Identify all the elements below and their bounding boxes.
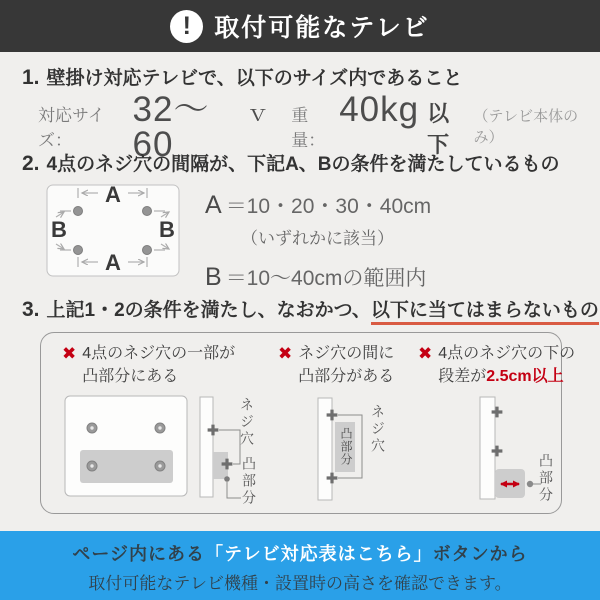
- section2-heading: [22, 149, 560, 176]
- section3-text: [47, 295, 599, 322]
- section1-heading: [22, 63, 462, 90]
- tv-compat-button-ref: 「テレビ対応表はこちら」: [205, 544, 433, 564]
- footer-line1-button-word: ボタン: [432, 544, 490, 564]
- section2-number: 2.: [22, 152, 40, 175]
- cross-icon: ✖: [278, 344, 293, 363]
- section3-text-underlined: 以下に当てはまらないもの: [371, 300, 599, 325]
- screw-hole-label: ネジ穴: [239, 397, 255, 448]
- ng3-line1: 4点のネジ穴の下の: [438, 345, 576, 362]
- footer-line1-suffix: から: [489, 544, 528, 564]
- footer-banner: [0, 531, 600, 600]
- screw-hole-label: ネジ穴: [370, 404, 386, 455]
- ng1-line2: 凸部分にある: [82, 368, 179, 385]
- size-value: 32〜60: [132, 90, 210, 164]
- dimension-a-label: A: [105, 250, 121, 275]
- footer-line2: 取付可能なテレビ機種・設置時の高さを確認できます。: [88, 574, 512, 593]
- condition-a-note: （いずれかに該当）: [241, 229, 394, 248]
- exclamation-glyph: !: [182, 11, 191, 40]
- bump-label: 凸部分: [339, 427, 353, 466]
- bump-label: 凸部分: [241, 456, 257, 507]
- header-bar: [0, 0, 600, 52]
- ng-example-2-text: [298, 342, 394, 388]
- ng2-line2: 凸部分がある: [298, 368, 395, 385]
- ng-example-1-caption: [62, 342, 235, 388]
- ng1-side-view: [200, 397, 241, 498]
- condition-b-row: [205, 262, 431, 292]
- footer-line1-prefix: ページ内にある: [72, 544, 205, 564]
- dimension-b-label: B: [159, 217, 175, 242]
- dimension-a-label: A: [105, 184, 121, 207]
- weight-suffix: 以下: [427, 101, 450, 157]
- ng3-side-view: [480, 397, 541, 499]
- section3-number: 3.: [22, 298, 40, 321]
- spacing-conditions: [205, 190, 431, 292]
- weight-value: 40kg: [339, 90, 420, 129]
- screw-spacing-diagram: [46, 184, 180, 277]
- ng3-line2-prefix: 段差が: [438, 368, 487, 385]
- footer-line1: [0, 540, 600, 566]
- bump-label: 凸部分: [538, 453, 554, 504]
- size-unit: ｖ: [246, 100, 270, 126]
- condition-a-row: [205, 190, 431, 220]
- ng-example-3-caption: [418, 342, 575, 388]
- dimension-b-label: B: [51, 217, 67, 242]
- section3-text-prefix: 上記1・2の条件を満たし、なおかつ、: [46, 300, 371, 321]
- cross-icon: ✖: [418, 344, 433, 363]
- condition-a-letter: A: [205, 191, 222, 219]
- ng-example-3-text: [438, 342, 575, 388]
- ng-example-2-caption: [278, 342, 394, 388]
- weight-label: 重量：: [291, 106, 326, 150]
- ng3-line2-red: 2.5cm以上: [486, 368, 564, 385]
- condition-b-letter: B: [205, 263, 222, 291]
- ng1-front-view: [65, 396, 187, 496]
- size-label: 対応サイズ：: [38, 106, 105, 150]
- condition-b-value: ＝10〜40cmの範囲内: [225, 267, 427, 290]
- ng-examples-diagram: [40, 388, 561, 510]
- section1-number: 1.: [22, 66, 40, 89]
- cross-icon: ✖: [62, 344, 77, 363]
- section3-heading: [22, 295, 599, 322]
- page-title: 取付可能なテレビ: [214, 14, 430, 42]
- condition-a-value: ＝10・20・30・40cm: [225, 195, 432, 218]
- exclamation-icon: [170, 10, 203, 43]
- ng1-line1: 4点のネジ穴の一部が: [82, 345, 236, 362]
- ng2-line1: ネジ穴の間に: [298, 345, 395, 362]
- section1-text: 壁掛け対応テレビで、以下のサイズ内であること: [46, 68, 463, 89]
- ng-example-1-text: [82, 342, 235, 388]
- weight-note: （テレビ本体のみ）: [473, 108, 579, 146]
- section2-text: 4点のネジ穴の間隔が、下記A、Bの条件を満たしているもの: [46, 154, 560, 175]
